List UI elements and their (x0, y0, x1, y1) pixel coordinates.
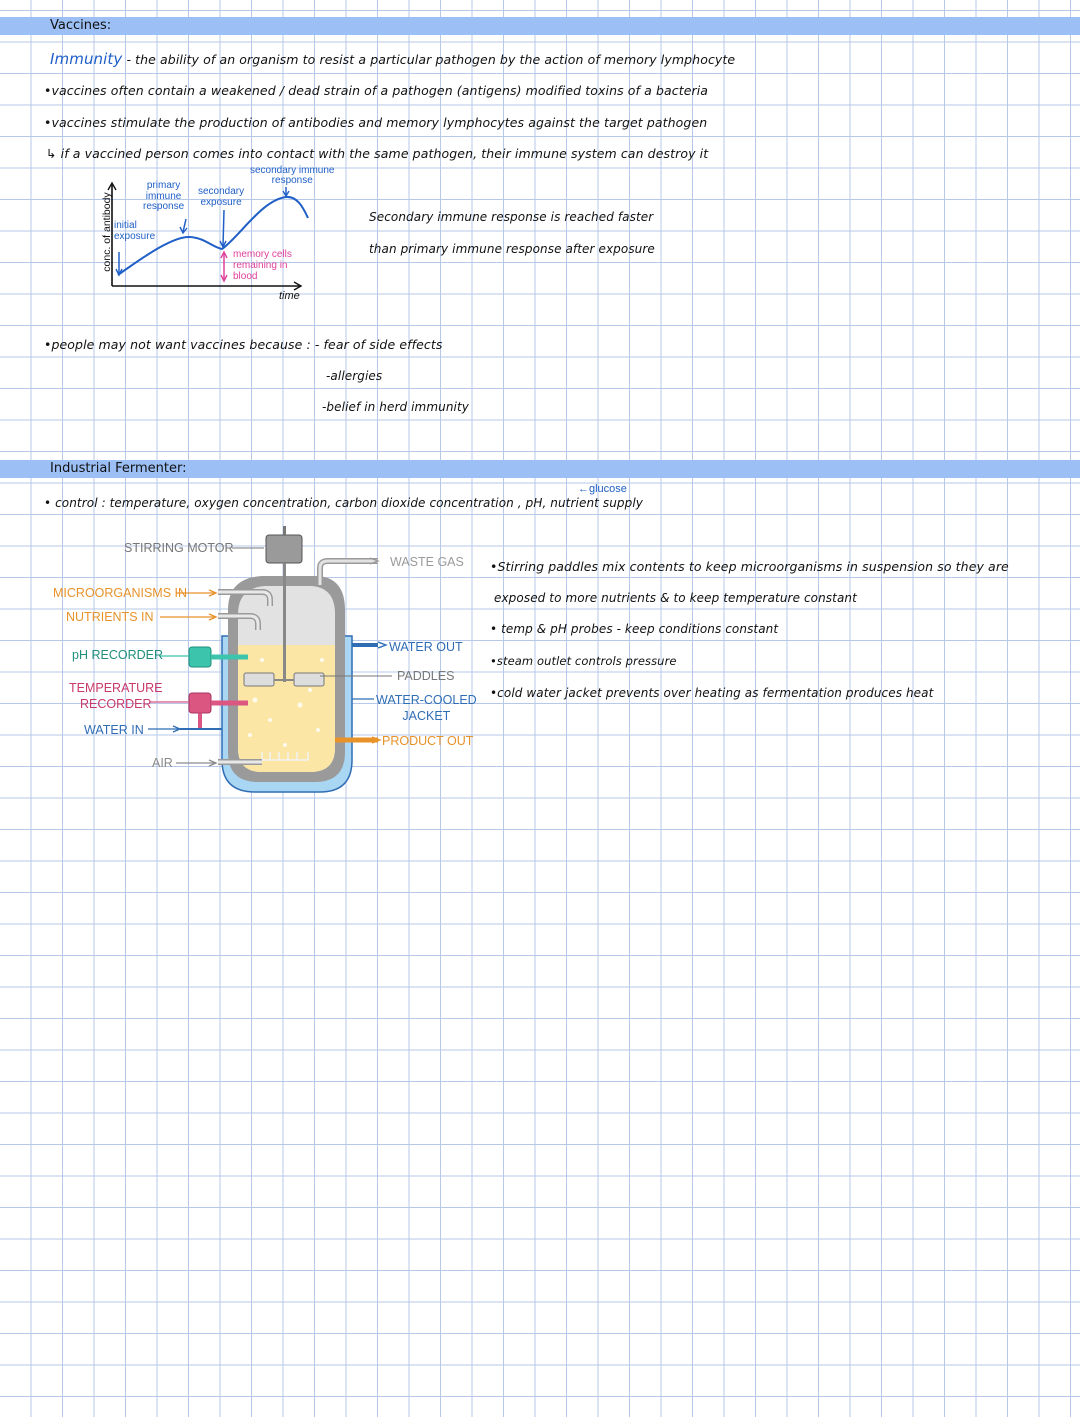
water-cooled-jacket-line-1: WATER-COOLED (376, 693, 477, 707)
memory-cells-line-3: blood (233, 271, 258, 282)
label-water-in: WATER IN (84, 723, 144, 737)
primary-line-1: primary (146, 180, 181, 191)
fermenter-note-5: •cold water jacket prevents over heating as fermentation produces heat (490, 686, 934, 700)
label-stirring-motor: STIRRING MOTOR (124, 541, 234, 555)
secondary-response-line-1: secondary immune (250, 165, 335, 176)
reason-allergies: -allergies (326, 369, 383, 383)
glucose-annotation (578, 483, 627, 495)
fermenter-note-3: • temp & pH probes - keep conditions constant (490, 622, 779, 636)
bullet-people-reasons: •people may not want vaccines because : - fear of side effects (44, 337, 443, 352)
graph-ylabel: conc. of antibody (101, 192, 113, 272)
water-cooled-jacket-line-2: JACKET (402, 709, 451, 723)
memory-cells-line-1: memory cells (233, 249, 292, 260)
graph-label-initial-exposure (114, 220, 155, 242)
memory-cells-line-2: remaining in (233, 260, 288, 271)
label-paddles: PADDLES (397, 669, 455, 683)
immunity-definition (50, 50, 735, 68)
temperature-recorder-line-2: RECORDER (79, 697, 152, 711)
fermenter-note-2: exposed to more nutrients & to keep temperature constant (494, 591, 857, 605)
immunity-def-text: - the ability of an organism to resist a particular pathogen by the action of memory lymphocyte (126, 52, 736, 67)
bullet-vaccine-contents: •vaccines often contain a weakened / dead strain of a pathogen (antigens) modified toxins of a bacteria (44, 83, 709, 98)
label-ph-recorder: pH RECORDER (72, 648, 163, 662)
arrow-line-vaccinated: ↳ if a vaccined person comes into contact with the same pathogen, their immune system can destroy it (46, 146, 709, 161)
reason-herd-immunity: -belief in herd immunity (322, 400, 469, 414)
fermenter-note-4: •steam outlet controls pressure (490, 654, 677, 668)
glucose-text: glucose (589, 483, 627, 495)
label-microorganisms-in: MICROORGANISMS IN (53, 586, 188, 600)
label-temperature-recorder (69, 680, 163, 712)
graph-label-memory-cells (233, 249, 292, 282)
glucose-arrow-icon: ← (578, 483, 589, 495)
heading-fermenter: Industrial Fermenter: (50, 461, 187, 476)
bullet-vaccine-stimulate: •vaccines stimulate the production of antibodies and memory lymphocytes against the target pathogen (44, 115, 708, 130)
bullet-control-factors: • control : temperature, oxygen concentration, carbon dioxide concentration , pH, nutrient supply (44, 496, 643, 510)
secondary-exposure-line-2: exposure (200, 196, 242, 208)
label-waste-gas: WASTE GAS (390, 555, 464, 569)
initial-exposure-line-2: exposure (114, 231, 156, 242)
graph-label-primary (143, 181, 184, 213)
heading-vaccines: Vaccines: (50, 18, 112, 33)
fermenter-note-1: •Stirring paddles mix contents to keep microorganisms in suspension so they are (490, 559, 1009, 574)
label-water-cooled-jacket (376, 692, 477, 724)
initial-exposure-line-1: initial (114, 220, 137, 231)
graph-label-secondary-exposure (198, 187, 244, 208)
secondary-exposure-line-1: secondary (198, 186, 245, 197)
section-band-vaccines (0, 17, 1080, 35)
secondary-response-line-2: response (271, 175, 313, 186)
label-water-out: WATER OUT (389, 640, 463, 654)
label-product-out: PRODUCT OUT (382, 734, 474, 748)
temperature-recorder-line-1: TEMPERATURE (69, 681, 163, 695)
graph-xlabel: time (279, 290, 300, 302)
graph-note-line-2: than primary immune response after exposure (369, 242, 655, 256)
label-air: AIR (152, 756, 173, 770)
label-nutrients-in: NUTRIENTS IN (66, 610, 154, 624)
graph-note-line-1: Secondary immune response is reached faster (369, 210, 654, 224)
graph-label-secondary-response (250, 166, 334, 186)
primary-line-2: immune (145, 190, 182, 202)
primary-line-3: response (143, 201, 185, 212)
immunity-term: Immunity (50, 50, 123, 68)
